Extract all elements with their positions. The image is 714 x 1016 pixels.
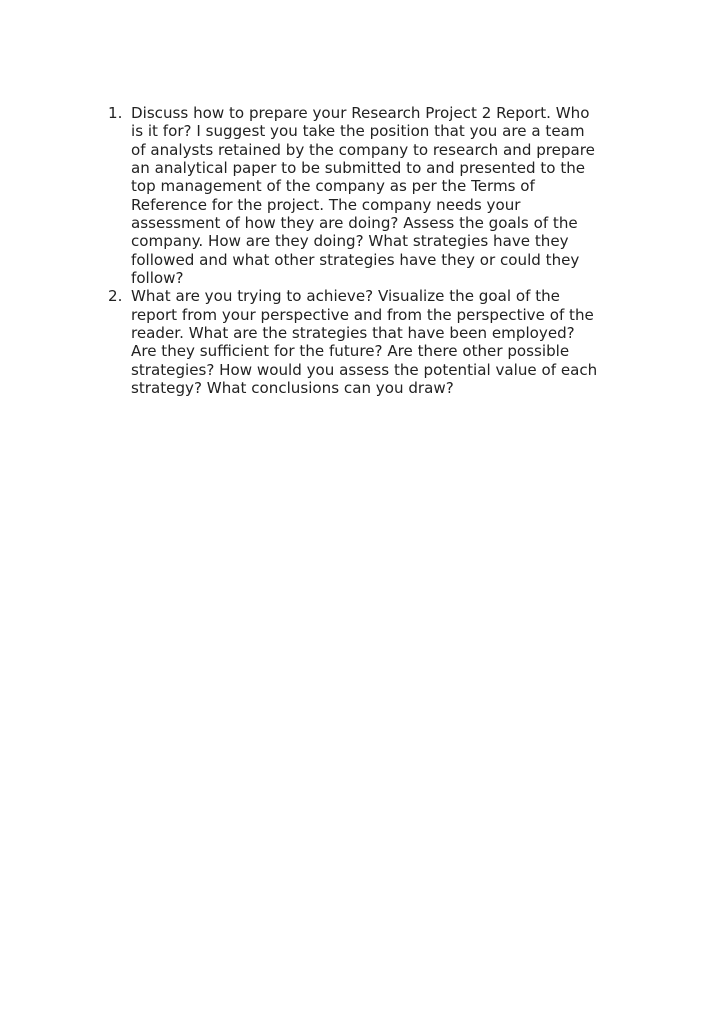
text-line: of analysts retained by the company to research and prepare <box>131 140 595 159</box>
text-line: follow? <box>131 269 184 288</box>
text-line: Reference for the project. The company needs your <box>131 195 521 214</box>
list-item <box>108 104 638 287</box>
list-item-number: 1. <box>108 104 123 122</box>
text-line: strategy? What conclusions can you draw? <box>131 379 454 398</box>
text-line: Are they sufficient for the future? Are there other possible <box>131 342 570 361</box>
list-item-text <box>131 104 638 287</box>
text-line: strategies? How would you assess the potential value of each <box>131 360 598 379</box>
text-line: What are you trying to achieve? Visualize the goal of the <box>131 287 560 306</box>
text-line: followed and what other strategies have they or could they <box>131 250 580 269</box>
list-item <box>108 287 638 397</box>
document-body <box>108 104 638 398</box>
text-line: company. How are they doing? What strategies have they <box>131 232 569 251</box>
text-line: an analytical paper to be submitted to and presented to the <box>131 159 586 178</box>
list-item-number: 2. <box>108 287 123 306</box>
text-line: is it for? I suggest you take the position that you are a team <box>131 122 585 141</box>
text-line: reader. What are the strategies that have been employed? <box>131 324 575 343</box>
list-item-text <box>131 287 638 397</box>
numbered-list <box>108 104 638 398</box>
text-line: Discuss how to prepare your Research Project 2 Report. Who <box>131 104 590 122</box>
text-line: report from your perspective and from the perspective of the <box>131 305 594 324</box>
text-line: assessment of how they are doing? Assess the goals of the <box>131 214 578 233</box>
text-line: top management of the company as per the Terms of <box>131 177 535 196</box>
